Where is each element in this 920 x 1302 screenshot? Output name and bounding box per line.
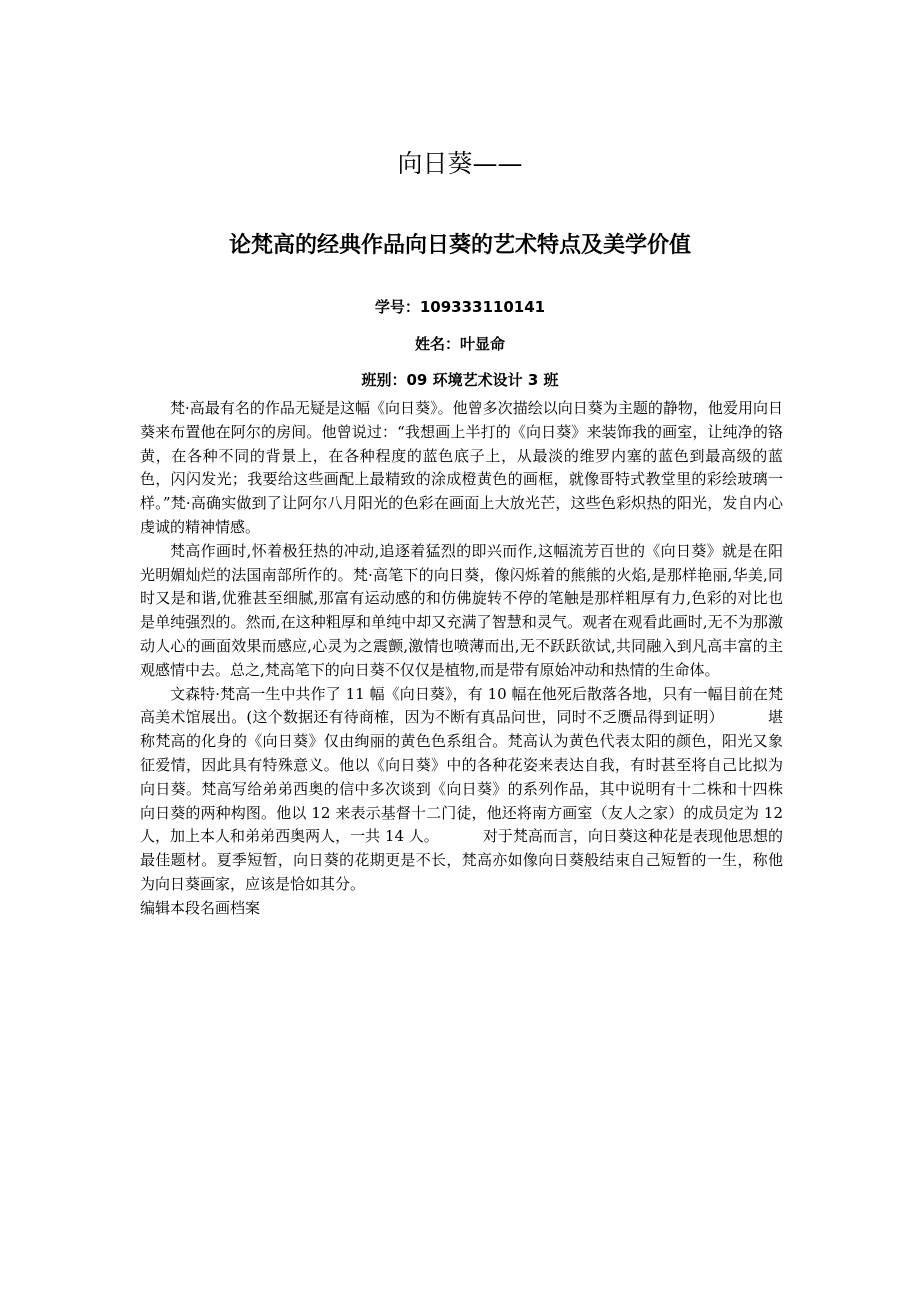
paragraph-3 [140,683,783,897]
paragraph-3-part-3: 对于梵高而言，向日葵这种花是表现他思想的最佳题材。夏季短暂，向日葵的花期更是不长，梵高亦如像向日葵般结束自己短暂的一生，称他为向日葵画家，应该是恰如其分。 [140,827,783,893]
student-name: 姓名：叶显命 [414,335,505,353]
edit-section-link[interactable]: 编辑本段名画档案 [140,898,261,917]
document-body [140,397,783,921]
paragraph-1: 梵·高最有名的作品无疑是这幅《向日葵》。他曾多次描绘以向日葵为主题的静物，他爱用向日葵来布置他在阿尔的房间。他曾说过：“我想画上半打的《向日葵》来装饰我的画室，让纯净的铬黄，在各种不同的背景上，在各种程度的蓝色底子上，从最淡的维罗内塞的蓝色到最高级的蓝色，闪闪发光；我要给这些画配上最精致的涂成橙黄色的画框，就像哥特式教堂里的彩绘玻璃一样。”梵·高确实做到了让阿尔八月阳光的色彩在画面上大放光芒，这些色彩炽热的阳光，发自内心虔诚的精神情感。 [140,399,783,536]
paragraph-2: 梵高作画时,怀着极狂热的冲动,追逐着猛烈的即兴而作,这幅流芳百世的《向日葵》就是在阳光明媚灿烂的法国南部所作的。梵·高笔下的向日葵，像闪烁着的熊熊的火焰,是那样艳丽,华美,同时又是和谐,优雅甚至细腻,那富有运动感的和仿佛旋转不停的笔触是那样粗厚有力,色彩的对比也是单纯强烈的。然而,在这种粗厚和单纯中却又充满了智慧和灵气。观者在观看此画时,无不为那激动人心的画面效果而感应,心灵为之震颤,激情也喷薄而出,无不跃跃欲试,共同融入到凡高丰富的主观感情中去。总之,梵高笔下的向日葵不仅仅是植物,而是带有原始冲动和热情的生命体。 [140,541,783,679]
student-class: 班别：09 环境艺术设计 3 班 [361,371,559,389]
paragraph-3-part-2: 堪称梵高的化身的《向日葵》仅由绚丽的黄色色系组合。梵高认为黄色代表太阳的颜色，阳光又象征爱情，因此具有特殊意义。他以《向日葵》中的各种花姿来表达自我，有时甚至将自己比拟为向日葵。梵高写给弟弟西奥的信中多次谈到《向日葵》的系列作品，其中说明有十二株和十四株向日葵的两种构图。他以 12 来表示基督十二门徒，他还将南方画室（友人之家）的成员定为 12 人，加上本人和弟弟西奥两人，一共 14 人。 [140,708,783,846]
document-subtitle: 论梵高的经典作品向日葵的艺术特点及美学价值 [228,233,691,258]
paragraph-3-part-1: 文森特·梵高一生中共作了 11 幅《向日葵》，有 10 幅在他死后散落各地，只有一幅目前在梵高美术馆展出。(这个数据还有待商榷，因为不断有真品问世，同时不乏赝品得到证明） [140,684,783,727]
student-id: 学号：109333110141 [374,298,546,316]
document-title: 向日葵—— [397,149,523,178]
